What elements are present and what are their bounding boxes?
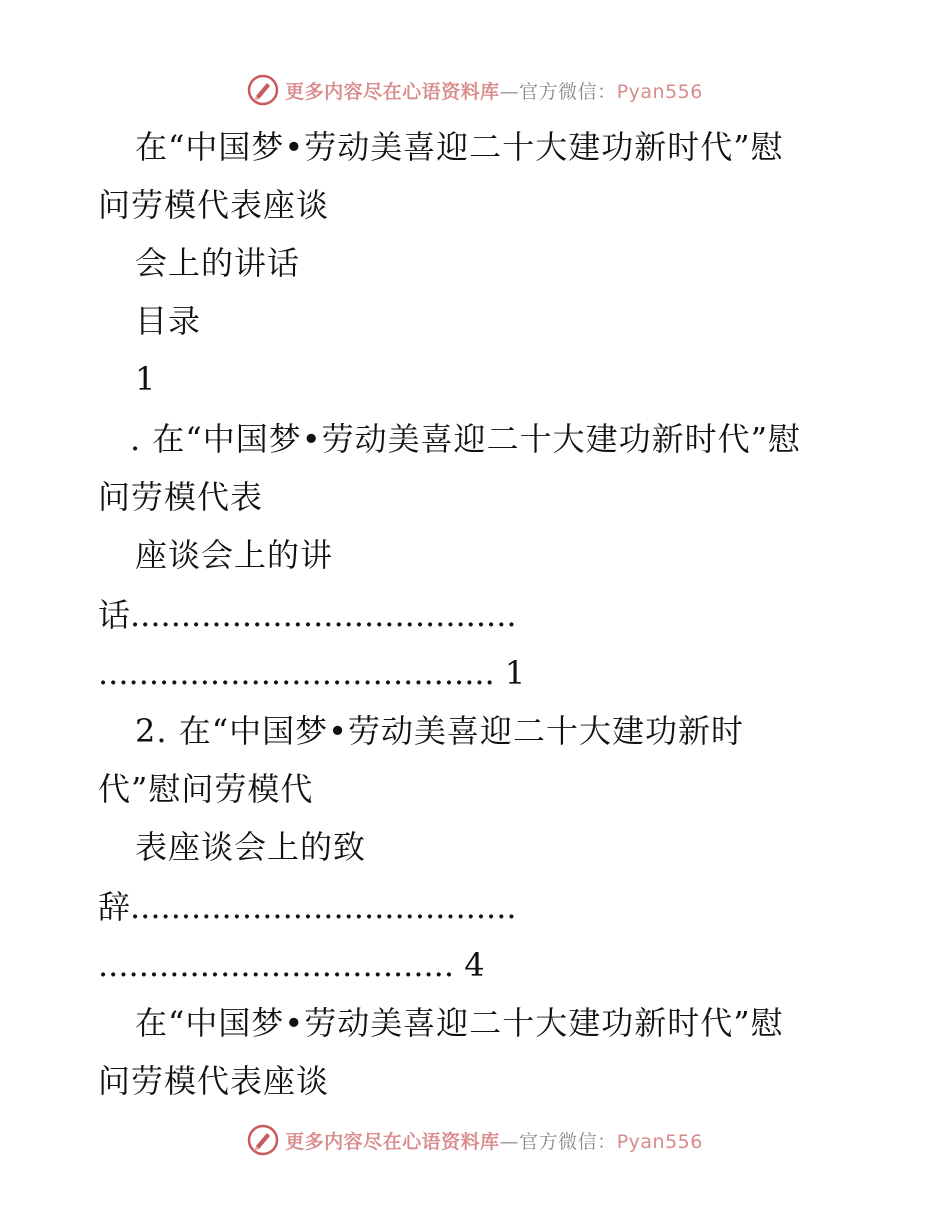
toc-heading: 目录 — [135, 302, 202, 340]
doc-title-line-2: 问劳模代表座谈 — [98, 186, 330, 224]
watermark-brand: 更多内容尽在心语资料库 — [285, 1130, 500, 1153]
pen-logo-icon — [247, 1124, 279, 1156]
watermark-dash: — — [499, 80, 520, 103]
toc-item-2-line-2: 代”慰问劳模代 — [98, 770, 314, 808]
toc-item-1-line-1: . 在“中国梦•劳动美喜迎二十大建功新时代”慰 — [130, 420, 801, 458]
toc-item-2-line-3: 表座谈会上的致 — [135, 828, 367, 866]
watermark-text — [285, 1127, 703, 1154]
toc-item-2-leader-1: 辞...................................... — [98, 888, 517, 926]
watermark-brand: 更多内容尽在心语资料库 — [285, 80, 500, 103]
watermark-wechat-id: Pyan556 — [616, 80, 703, 103]
toc-item-2-line-1: 2. 在“中国梦•劳动美喜迎二十大建功新时 — [135, 712, 744, 750]
watermark-wechat-label: 官方微信： — [519, 80, 617, 103]
footer-watermark — [0, 1120, 950, 1160]
toc-item-2-leader-2: ................................... 4 — [98, 946, 485, 984]
watermark-wechat-id: Pyan556 — [616, 1130, 703, 1153]
toc-item-1-leader-2: ....................................... 1 — [98, 654, 526, 692]
toc-item-1-line-2: 问劳模代表 — [98, 478, 264, 516]
watermark-text — [285, 77, 703, 104]
header-watermark — [0, 70, 950, 110]
body-title-line-1: 在“中国梦•劳动美喜迎二十大建功新时代”慰 — [135, 1004, 784, 1042]
doc-title-line-1: 在“中国梦•劳动美喜迎二十大建功新时代”慰 — [135, 128, 784, 166]
watermark-wechat-label: 官方微信： — [519, 1130, 617, 1153]
toc-item-1-line-3: 座谈会上的讲 — [135, 536, 334, 574]
toc-item-1-leader-1: 话...................................... — [98, 596, 517, 634]
doc-title-line-3: 会上的讲话 — [135, 244, 301, 282]
header-watermark-content — [247, 74, 703, 106]
watermark-dash: — — [499, 1130, 520, 1153]
footer-watermark-content — [247, 1124, 703, 1156]
body-title-line-2: 问劳模代表座谈 — [98, 1062, 330, 1100]
pen-logo-icon — [247, 74, 279, 106]
toc-item-1-number: 1 — [135, 360, 157, 398]
